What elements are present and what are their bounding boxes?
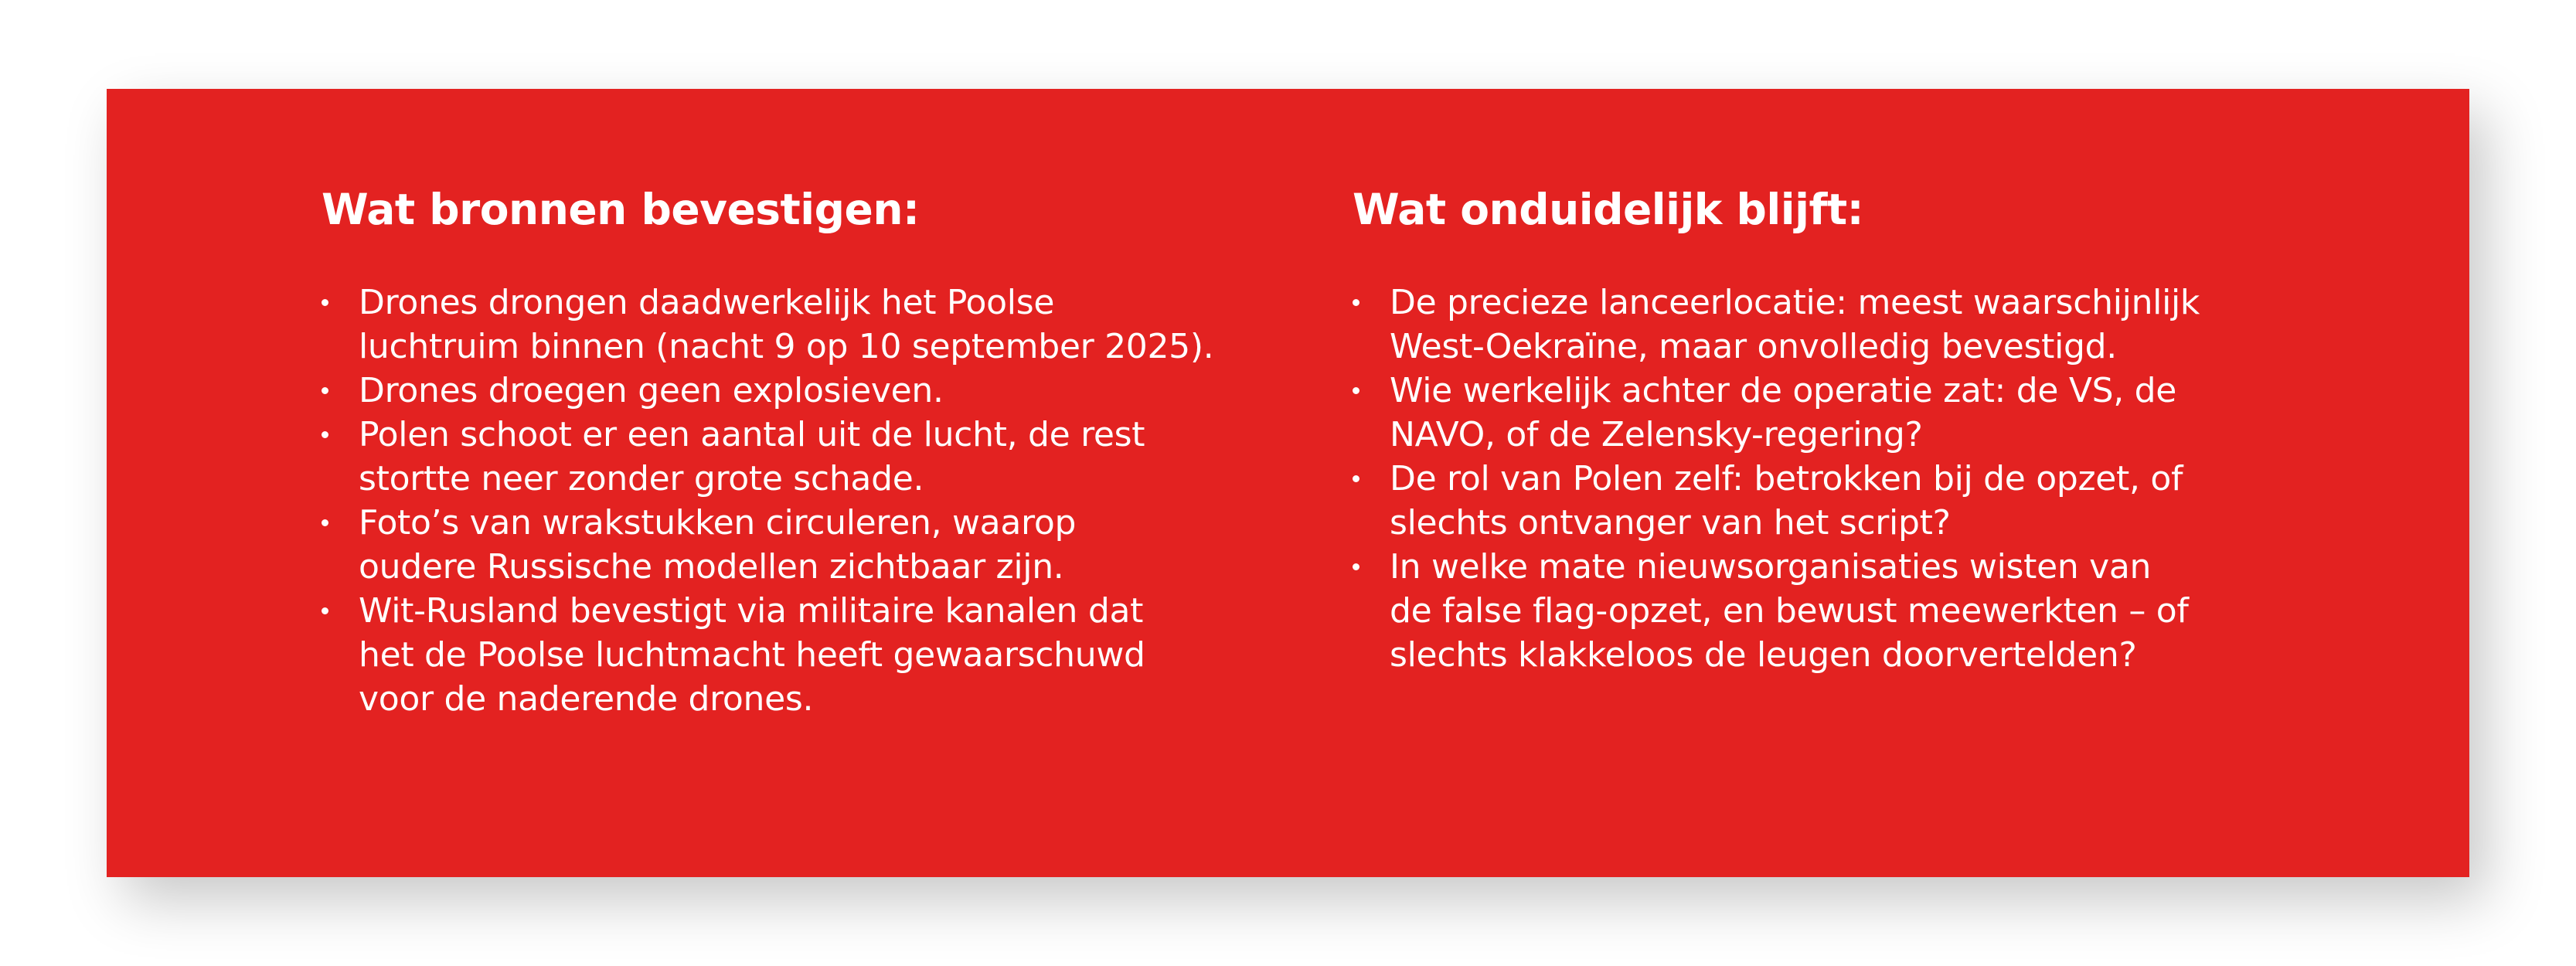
list-item xyxy=(1353,369,2200,457)
bullet-icon xyxy=(1353,563,1359,570)
bullet-icon xyxy=(322,431,328,438)
list-item xyxy=(322,589,1213,721)
bullet-icon xyxy=(1353,299,1359,306)
unclear-list xyxy=(1353,281,2200,677)
list-item xyxy=(322,501,1213,589)
item-text-line: stortte neer zonder grote schade. xyxy=(359,459,924,498)
item-text-line: het de Poolse luchtmacht heeft gewaarschuwd xyxy=(359,635,1145,675)
item-text-line: Wit-Rusland bevestigt via militaire kanalen dat xyxy=(359,591,1144,631)
list-item xyxy=(322,369,1213,413)
item-text-line: Foto’s van wrakstukken circuleren, waarop xyxy=(359,503,1077,543)
item-text-line: voor de naderende drones. xyxy=(359,679,814,719)
item-text-line: slechts klakkeloos de leugen doorvertelden? xyxy=(1390,635,2137,675)
item-text-line: De rol van Polen zelf: betrokken bij de opzet, of xyxy=(1390,459,2183,498)
bullet-icon xyxy=(322,299,328,306)
bullet-icon xyxy=(1353,387,1359,394)
item-text-line: Polen schoot er een aantal uit de lucht, de rest xyxy=(359,415,1145,454)
item-text-line: Wie werkelijk achter de operatie zat: de VS, de xyxy=(1390,371,2177,410)
item-text-line: de false flag-opzet, en bewust meewerkten – of xyxy=(1390,591,2189,631)
list-item xyxy=(322,413,1213,501)
item-text-line: Drones drongen daadwerkelijk het Poolse xyxy=(359,283,1055,322)
item-text-line: Drones droegen geen explosieven. xyxy=(359,371,944,410)
item-text-line: slechts ontvanger van het script? xyxy=(1390,503,1951,543)
bullet-icon xyxy=(1353,475,1359,482)
bullet-icon xyxy=(322,387,328,394)
confirmed-heading: Wat bronnen bevestigen: xyxy=(322,185,920,234)
unclear-heading: Wat onduidelijk blijft: xyxy=(1353,185,1864,234)
list-item xyxy=(322,281,1213,369)
item-text-line: De precieze lanceerlocatie: meest waarschijnlijk xyxy=(1390,283,2200,322)
item-text-line: West-Oekraïne, maar onvolledig bevestigd. xyxy=(1390,327,2117,366)
item-text-line: oudere Russische modellen zichtbaar zijn. xyxy=(359,547,1064,587)
bullet-icon xyxy=(322,519,328,526)
confirmed-list xyxy=(322,281,1213,721)
list-item xyxy=(1353,545,2200,677)
list-item xyxy=(1353,457,2200,545)
list-item xyxy=(1353,281,2200,369)
bullet-icon xyxy=(322,607,328,614)
item-text-line: In welke mate nieuwsorganisaties wisten van xyxy=(1390,547,2152,587)
item-text-line: NAVO, of de Zelensky-regering? xyxy=(1390,415,1923,454)
item-text-line: luchtruim binnen (nacht 9 op 10 september 2025). xyxy=(359,327,1214,366)
info-panel xyxy=(107,89,2469,877)
